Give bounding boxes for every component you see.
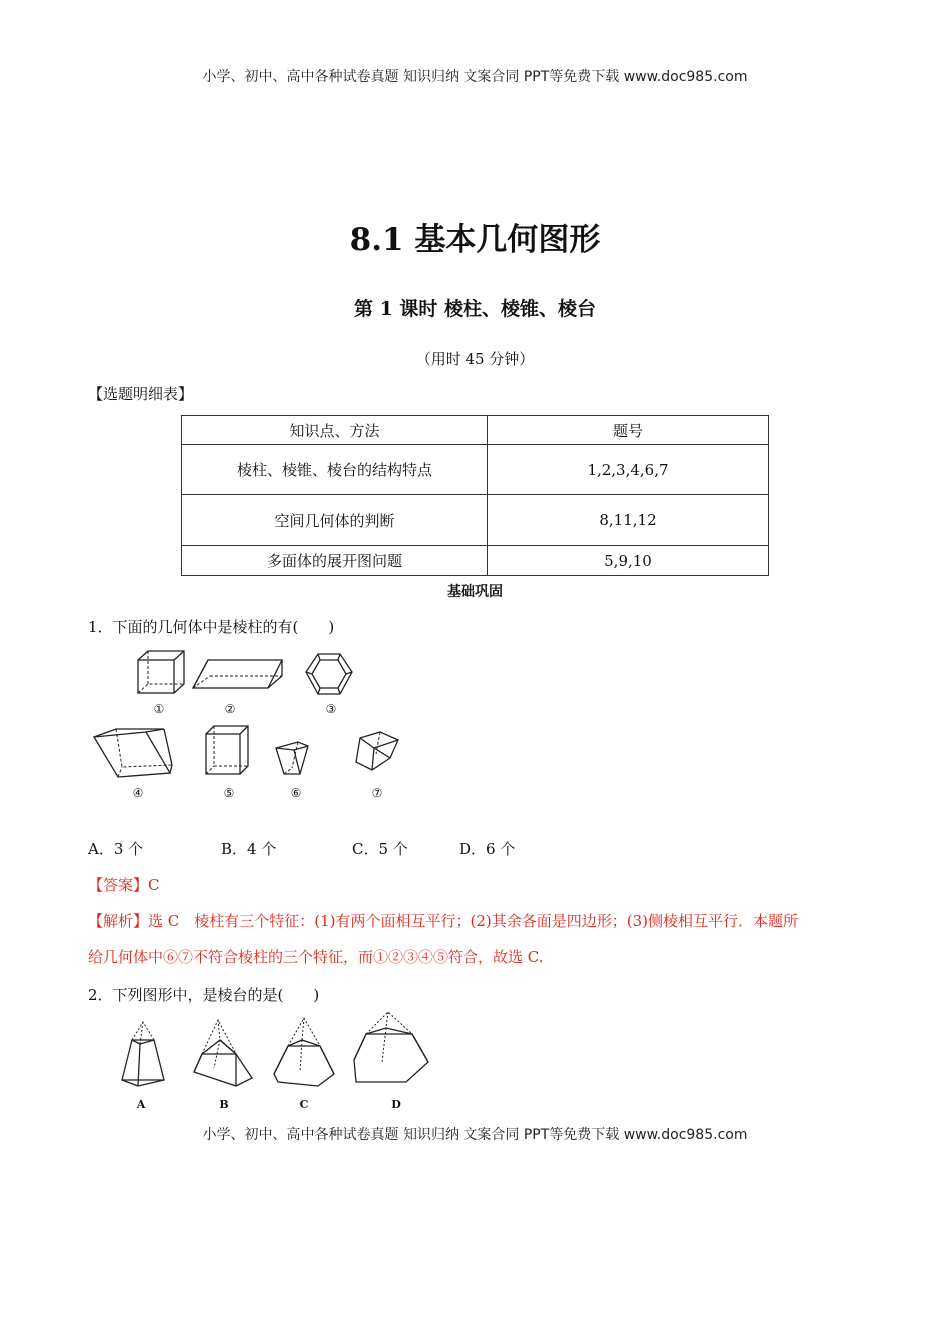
figure-label: ③: [325, 702, 337, 716]
figure-c: [272, 1016, 338, 1090]
figure-label: ⑤: [223, 786, 235, 800]
choice-a[interactable]: A．3 个: [88, 840, 144, 858]
table-row: [182, 445, 769, 495]
table-cell: 多面体的展开图问题: [182, 546, 488, 576]
page-footer: 小学、初中、高中各种试卷真题 知识归纳 文案合同 PPT等免费下载 www.doc985.com: [202, 1127, 748, 1143]
table-header-row: [182, 416, 769, 445]
time-note: （用时 45 分钟）: [415, 350, 535, 368]
figure-label: ①: [153, 702, 165, 716]
figure-letter: A: [136, 1098, 146, 1111]
frustum-figure-6: [270, 738, 314, 778]
figure-b: [192, 1018, 256, 1090]
topic-table: [181, 415, 769, 576]
prism-figure-5: [200, 722, 254, 778]
table-header-cell: 题号: [488, 416, 769, 445]
figure-letter: C: [299, 1098, 309, 1111]
figure-label: ⑥: [290, 786, 302, 800]
figure-label: ④: [132, 786, 144, 800]
table-cell: 5,9,10: [488, 546, 769, 576]
analysis-line-1: 【解析】选 C 棱柱有三个特征：(1)有两个面相互平行；(2)其余各面是四边形；(3)侧棱相互平行．本题所: [88, 912, 798, 930]
figure-a: [118, 1020, 168, 1088]
choice-b[interactable]: B．4 个: [221, 840, 277, 858]
page-subtitle: 第 1 课时 棱柱、棱锥、棱台: [353, 298, 597, 320]
detail-label: 【选题明细表】: [88, 385, 194, 403]
table-header-cell: 知识点、方法: [182, 416, 488, 445]
question-1-stem: 1．下面的几何体中是棱柱的有( ): [88, 618, 335, 636]
section-heading: 基础巩固: [447, 584, 503, 600]
hexagonal-prism-figure-3: [302, 650, 358, 700]
table-row: [182, 495, 769, 546]
figure-letter: B: [219, 1098, 229, 1111]
cube-figure-1: [130, 648, 190, 696]
table-cell: 8,11,12: [488, 495, 769, 546]
page-title: 8.1 基本几何图形: [349, 222, 601, 258]
analysis-line-2: 给几何体中⑥⑦不符合棱柱的三个特征，而①②③④⑤符合，故选 C.: [88, 948, 544, 966]
table-cell: 1,2,3,4,6,7: [488, 445, 769, 495]
table-row: [182, 546, 769, 576]
table-cell: 空间几何体的判断: [182, 495, 488, 546]
figure-letter: D: [391, 1098, 401, 1111]
table-cell: 棱柱、棱锥、棱台的结构特点: [182, 445, 488, 495]
page-header: 小学、初中、高中各种试卷真题 知识归纳 文案合同 PPT等免费下载 www.doc985.com: [202, 69, 748, 85]
choice-d[interactable]: D．6 个: [459, 840, 516, 858]
question-2-stem: 2．下列图形中，是棱台的是( ): [88, 986, 320, 1004]
figure-d: [352, 1010, 432, 1090]
choice-c[interactable]: C．5 个: [352, 840, 408, 858]
figure-label: ⑦: [371, 786, 383, 800]
irregular-solid-figure-7: [352, 728, 404, 776]
figure-label: ②: [224, 702, 236, 716]
answer-text: 【答案】C: [88, 876, 160, 894]
oblique-prism-figure-2: [190, 654, 285, 692]
parallelepiped-figure-4: [92, 727, 174, 781]
